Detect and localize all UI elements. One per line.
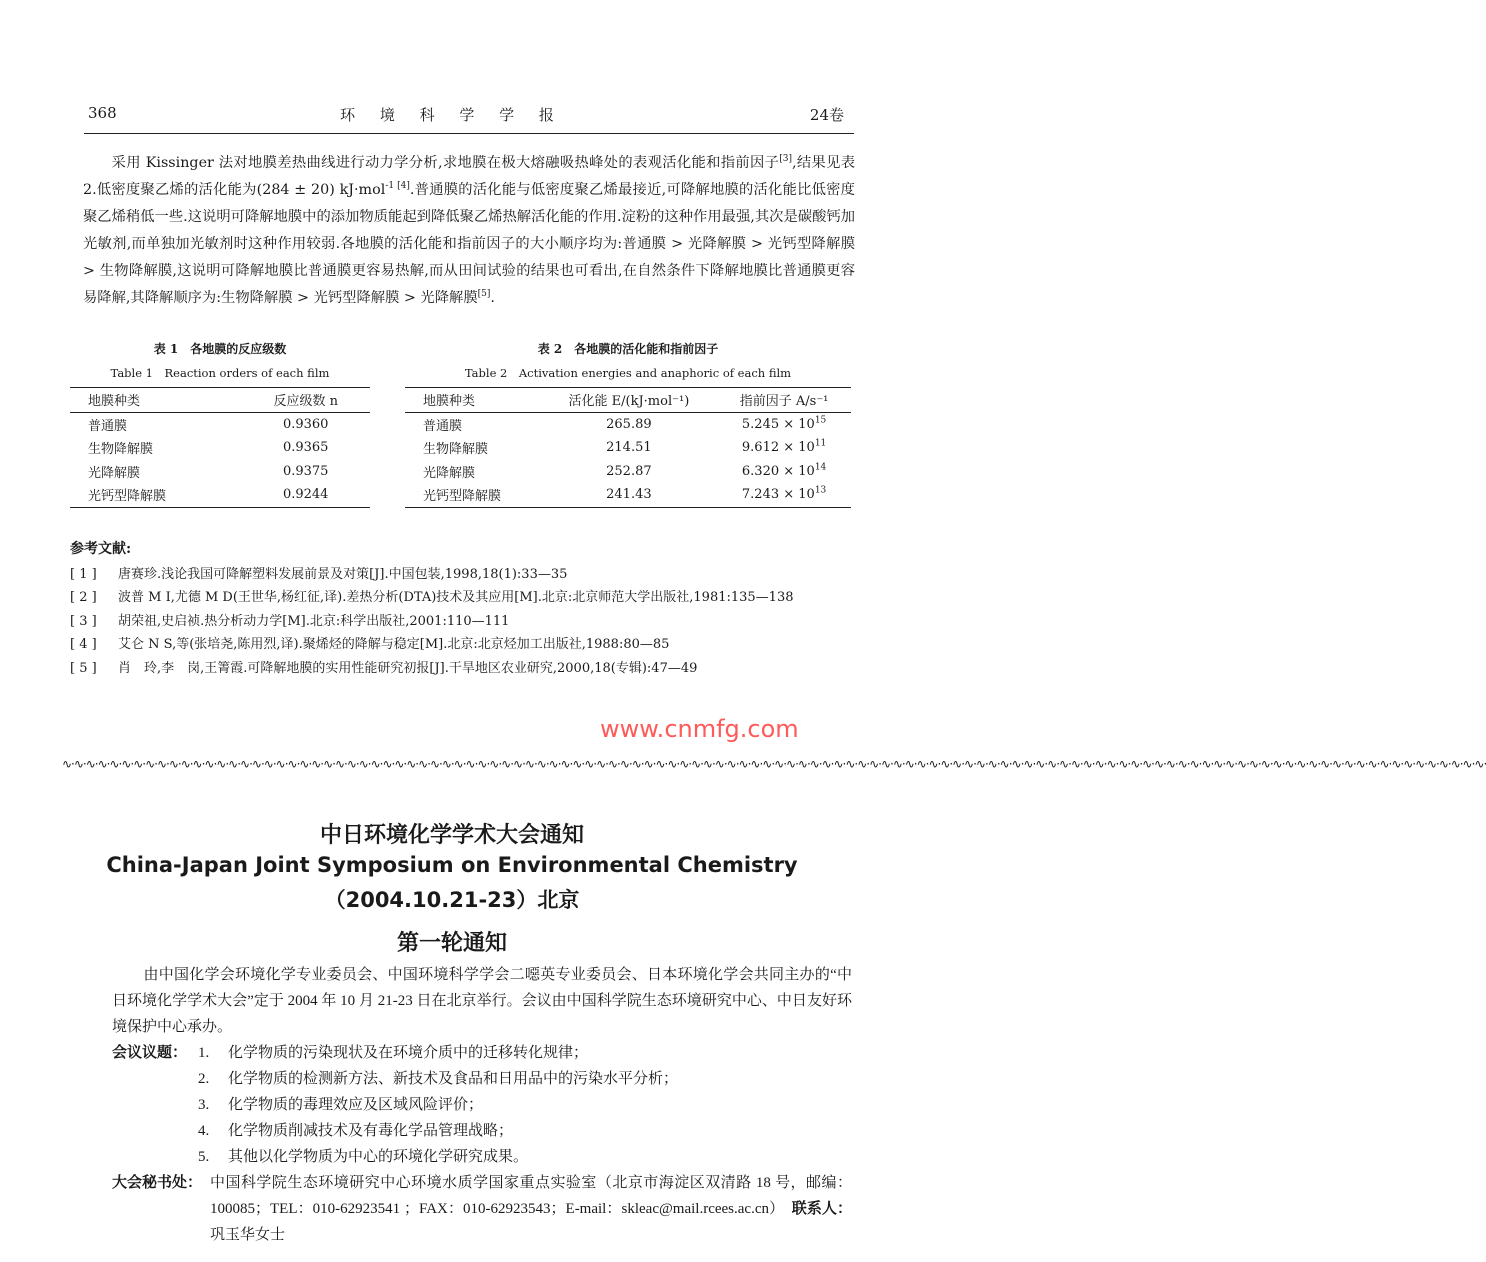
notice-title-en: China-Japan Joint Symposium on Environmental Chemistry <box>106 853 798 877</box>
topics <box>112 1040 852 1066</box>
notice-round: 第一轮通知 <box>396 931 507 956</box>
secretariat-text: 中国科学院生态环境研究中心环境水质学国家重点实验室（北京市海淀区双清路 18 号，邮编：100085；TEL：010-62923541 ；FAX：010-62923543；E-mail：skleac@mail.rcees.ac.cn） <box>210 1175 852 1217</box>
notice-title-cn: 中日环境化学学术大会通知 <box>319 823 584 848</box>
table-row: 光降解膜 0.9375 <box>88 463 329 481</box>
secretariat <box>112 1170 852 1248</box>
table-header: 地膜种类 <box>88 394 141 410</box>
topic-item: 5. 其他以化学物质为中心的环境化学研究成果。 <box>198 1149 529 1165</box>
watermark: www.cnmfg.com <box>600 715 799 743</box>
table-row: 生物降解膜 214.51 $9.612 \times 10^{11}$ <box>423 438 827 458</box>
topic-item: 4. 化学物质削减技术及有毒化学品管理战略； <box>198 1123 514 1139</box>
table-row: 普通膜 0.9360 <box>88 416 329 434</box>
body-paragraph: 采用 Kissinger 法对地膜差热曲线进行动力学分析,求地膜在极大熔融吸热峰处的表观活化能和指前因子[3],结果见表 2.低密度聚乙烯的活化能为(284 ± 20) kJ·mol$^{-1 [4]}$.普通膜的活化能与低密度聚乙烯最接近,可降解地膜的活化能比低密度聚乙烯稍低一些.这说明可降解地膜中的添加物质能起到降低聚乙烯热解活化能的作用.淀粉的这种作用最强,其次是碳酸钙加光敏剂,而单独加光敏剂时这种作用较弱.各地膜的活化能和指前因子的大小顺序均为:普通膜 > 光降解膜 > 光钙型降解膜 > 生物降解膜,这说明可降解地膜比普通膜更容易热解,而从田间试验的结果也可看出,在自然条件下降解地膜比普通膜更容易降解,其降解顺序为:生物降解膜 > 光钙型降解膜 > 光降解膜[5]. <box>83 154 855 306</box>
references <box>70 538 860 680</box>
reference-item: [ 2 ] 波普 M I,尤德 M D(王世华,杨红征,译).差热分析(DTA)技术及其应用[M].北京:北京师范大学出版社,1981:135—138 <box>70 590 794 605</box>
table-row: 光钙型降解膜 241.43 $7.243 \times 10^{13}$ <box>423 485 827 505</box>
table-2 <box>405 340 851 508</box>
table-header: 活化能 E/(kJ·mol⁻¹) <box>568 394 690 410</box>
table-row: 光钙型降解膜 0.9244 <box>88 487 329 505</box>
reference-item: [ 4 ] 艾仑 N S,等(张培尧,陈用烈,译).聚烯烃的降解与稳定[M].北京:北京烃加工出版社,1988:80—85 <box>70 637 670 652</box>
contact-label: 联系人： <box>791 1201 852 1217</box>
table-header: 地膜种类 <box>423 394 476 410</box>
reference-item: [ 3 ] 胡荣祖,史启祯.热分析动力学[M].北京:科学出版社,2001:110—111 <box>70 613 510 629</box>
table-1-caption-en: Table 1 Reaction orders of each film <box>110 366 330 380</box>
topics-label: 会议议题： <box>112 1045 188 1061</box>
references-heading: 参考文献: <box>70 541 132 557</box>
table-row: 光降解膜 252.87 $6.320 \times 10^{14}$ <box>423 462 827 481</box>
reference-item: [ 5 ] 肖 玲,李 岗,王箐霞.可降解地膜的实用性能研究初报[J].干旱地区农业研究,2000,18(专辑):47—49 <box>70 660 698 676</box>
table-row: 生物降解膜 0.9365 <box>88 440 329 458</box>
table-header: 反应级数 n <box>273 394 338 410</box>
table-2-caption-en: Table 2 Activation energies and anaphoric of each film <box>464 366 792 380</box>
secretariat-label: 大会秘书处： <box>112 1175 203 1191</box>
volume: 24卷 <box>809 106 844 124</box>
notice-body <box>112 962 852 1248</box>
topic-item: 3. 化学物质的毒理效应及区域风险评价； <box>198 1097 484 1113</box>
journal-name: 环 境 科 学 学 报 <box>340 106 564 124</box>
page-number: 368 <box>88 104 117 122</box>
table-1-caption-cn: 表 1 各地膜的反应级数 <box>153 342 287 356</box>
table-row: 普通膜 265.89 $5.245 \times 10^{15}$ <box>423 415 827 434</box>
table-header: 指前因子 A/s⁻¹ <box>739 394 829 410</box>
notice-date-place: （2004.10.21-23）北京 <box>324 888 580 912</box>
decorative-divider: ∿·∿·∿·∿·∿·∿·∿·∿·∿·∿·∿·∿·∿·∿·∿·∿·∿·∿·∿·∿·∿·∿·∿·∿·∿·∿·∿·∿·∿·∿·∿·∿·∿·∿·∿·∿·∿·∿·∿·∿·∿·∿·∿·∿·∿·∿·∿·∿·∿·∿·∿·∿·∿·∿·∿·∿·∿·∿·∿·∿·∿·∿·∿·∿·∿·∿·∿·∿·∿·∿·∿·∿·∿·∿·∿·∿·∿·∿·∿·∿·∿·∿·∿·∿·∿·∿·∿·∿·∿·∿·∿·∿·∿·∿·∿·∿·∿·∿·∿·∿·∿·∿·∿·∿·∿·∿·∿·∿·∿·∿·∿·∿·∿·∿·∿·∿·∿·∿·∿·∿· <box>62 757 1486 771</box>
notice-intro: 由中国化学会环境化学专业委员会、中国环境科学学会二噁英专业委员会、日本环境化学会共同主办的“中日环境化学学术大会”定于 2004 年 10 月 21-23 日在北京举行。会议由中国科学院生态环境研究中心、中日友好环境保护中心承办。 <box>112 967 852 1035</box>
table-2-caption-cn: 表 2 各地膜的活化能和指前因子 <box>537 342 719 356</box>
topic-item: 1. 化学物质的污染现状及在环境介质中的迁移转化规律； <box>198 1045 589 1061</box>
contact-name: 巩玉华女士 <box>210 1227 286 1243</box>
header-rule <box>84 133 854 134</box>
table-1 <box>70 340 370 508</box>
reference-item: [ 1 ] 唐赛珍.浅论我国可降解塑料发展前景及对策[J].中国包装,1998,18(1):33—35 <box>70 566 568 582</box>
topic-item: 2. 化学物质的检测新方法、新技术及食品和日用品中的污染水平分析； <box>198 1071 679 1087</box>
